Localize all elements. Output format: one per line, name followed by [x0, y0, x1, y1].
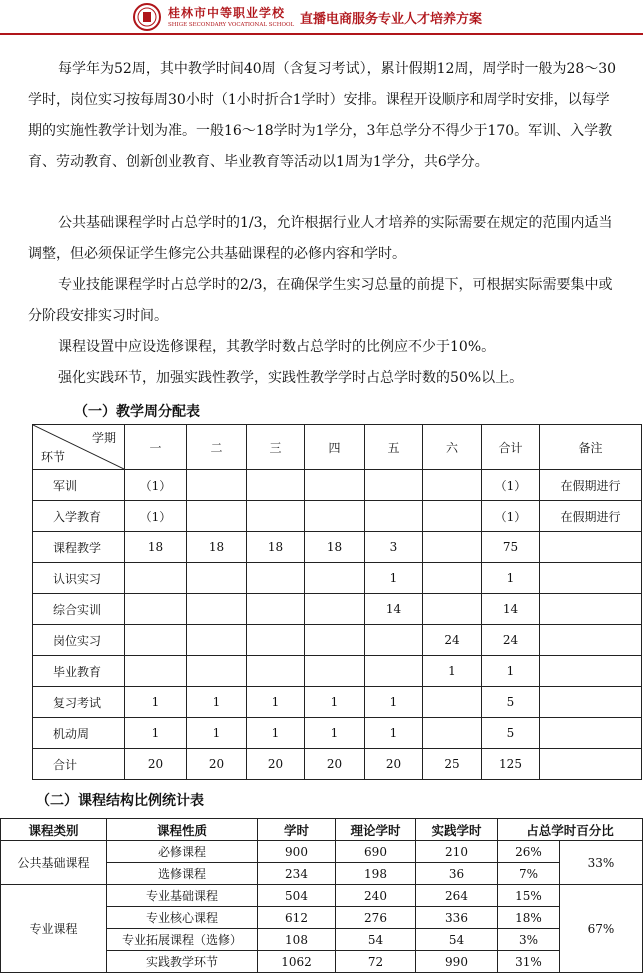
table-cell: （1）	[125, 470, 187, 501]
table-row	[1, 841, 643, 863]
table-cell: 18	[247, 532, 305, 563]
table-cell	[423, 470, 482, 501]
school-name	[168, 4, 294, 28]
pct-cell: 3%	[498, 929, 560, 951]
table-cell: （1）	[125, 501, 187, 532]
table-cell	[423, 687, 482, 718]
row-label: 岗位实习	[33, 625, 125, 656]
table-cell: 1	[247, 718, 305, 749]
table-cell	[247, 501, 305, 532]
header-cell: 四	[305, 425, 365, 470]
practice-cell: 210	[416, 841, 498, 863]
table-cell: 20	[125, 749, 187, 780]
week-allocation-table	[32, 424, 642, 780]
section-title-2: （二）课程结构比例统计表	[36, 793, 204, 809]
header-cell: 六	[423, 425, 482, 470]
table-row	[33, 532, 642, 563]
table-cell: 14	[365, 594, 423, 625]
group-percent-cell: 67%	[560, 885, 643, 973]
table-cell	[305, 656, 365, 687]
table-cell: 20	[305, 749, 365, 780]
pct-cell: 31%	[498, 951, 560, 973]
table-header-row	[1, 819, 643, 841]
table-row	[33, 594, 642, 625]
table-cell	[540, 718, 642, 749]
table-cell	[247, 470, 305, 501]
table-row	[1, 885, 643, 907]
table-cell: 20	[365, 749, 423, 780]
table-cell: （1）	[482, 470, 540, 501]
hours-cell: 900	[258, 841, 336, 863]
pct-cell: 15%	[498, 885, 560, 907]
table-cell: 5	[482, 687, 540, 718]
table-cell	[540, 749, 642, 780]
table-cell	[305, 563, 365, 594]
table-cell	[187, 594, 247, 625]
structure-table-body	[1, 841, 643, 973]
row-label: 机动周	[33, 718, 125, 749]
table-row	[33, 687, 642, 718]
paragraph-3: 专业技能课程学时占总学时的2/3，在确保学生实习总量的前提下，可根据实际需要集中或分阶段安排实习时间。	[28, 277, 613, 324]
table-cell	[423, 563, 482, 594]
paragraph-1: 每学年为52周，其中教学时间40周（含复习考试），累计假期12周，周学时一般为28～30学时，岗位实习按每周30小时（1小时折合1学时）安排。课程开设顺序和周学时安排，以每学期的实施性教学计划为准。一般16～18学时为1学分，3年总学分不得少于170。军训、入学教育、劳动教育、创新创业教育、毕业教育等活动以1周为1学分，共6学分。	[28, 61, 617, 170]
table-cell	[365, 656, 423, 687]
table-cell	[247, 656, 305, 687]
table-cell	[247, 563, 305, 594]
theory-cell: 276	[336, 907, 416, 929]
header-cell: 课程类别	[1, 819, 107, 841]
school-logo-icon	[133, 3, 161, 31]
pct-cell: 18%	[498, 907, 560, 929]
table-row	[33, 563, 642, 594]
header-cell: 三	[247, 425, 305, 470]
table-cell: 18	[187, 532, 247, 563]
table-row	[33, 470, 642, 501]
group-percent-cell: 33%	[560, 841, 643, 885]
nature-cell: 专业基础课程	[107, 885, 258, 907]
table-cell: 1	[247, 687, 305, 718]
header-cell: 五	[365, 425, 423, 470]
table-cell: 3	[365, 532, 423, 563]
table-header-row	[33, 425, 642, 470]
table-cell: 1	[423, 656, 482, 687]
table-cell: 1	[305, 687, 365, 718]
header-cell: 学时	[258, 819, 336, 841]
theory-cell: 54	[336, 929, 416, 951]
corner-bottom-label: 环节	[41, 450, 66, 464]
row-label: 合计	[33, 749, 125, 780]
table-cell: 18	[125, 532, 187, 563]
nature-cell: 必修课程	[107, 841, 258, 863]
table-cell	[365, 625, 423, 656]
theory-cell: 72	[336, 951, 416, 973]
nature-cell: 专业拓展课程（选修）	[107, 929, 258, 951]
table-cell	[187, 501, 247, 532]
week-table-body	[33, 470, 642, 780]
table-cell	[423, 501, 482, 532]
table-cell	[305, 594, 365, 625]
hours-cell: 108	[258, 929, 336, 951]
table-cell	[365, 501, 423, 532]
table-cell	[540, 532, 642, 563]
table-cell	[305, 625, 365, 656]
table-cell: 在假期进行	[540, 470, 642, 501]
school-name-en: SHIGE SECONDARY VOCATIONAL SCHOOL	[168, 22, 295, 28]
table-row	[33, 501, 642, 532]
hours-cell: 1062	[258, 951, 336, 973]
program-title: 直播电商服务专业人才培养方案	[300, 12, 483, 27]
corner-cell	[33, 425, 125, 470]
header-cell: 占总学时百分比	[498, 819, 643, 841]
section-title-1: （一）教学周分配表	[74, 404, 200, 420]
category-cell: 公共基础课程	[1, 841, 107, 885]
table-cell	[187, 470, 247, 501]
table-cell: 1	[365, 718, 423, 749]
table-cell: 24	[423, 625, 482, 656]
header-divider	[0, 33, 643, 35]
table-cell	[125, 656, 187, 687]
practice-cell: 54	[416, 929, 498, 951]
paragraph-5: 强化实践环节，加强实践性教学，实践性教学学时占总学时数的50%以上。	[58, 370, 524, 386]
table-cell	[247, 594, 305, 625]
header-cell: 理论学时	[336, 819, 416, 841]
table-cell	[540, 656, 642, 687]
table-cell: 1	[365, 687, 423, 718]
table-cell: 5	[482, 718, 540, 749]
table-cell: 125	[482, 749, 540, 780]
table-cell: 18	[305, 532, 365, 563]
course-structure-table	[0, 818, 643, 973]
table-cell: 20	[247, 749, 305, 780]
table-row	[33, 625, 642, 656]
row-label: 军训	[33, 470, 125, 501]
table-cell: 1	[365, 563, 423, 594]
table-cell: 24	[482, 625, 540, 656]
row-label: 认识实习	[33, 563, 125, 594]
table-cell	[247, 625, 305, 656]
table-cell	[365, 470, 423, 501]
header-cell: 备注	[540, 425, 642, 470]
header-cell: 一	[125, 425, 187, 470]
category-cell: 专业课程	[1, 885, 107, 973]
table-cell: 1	[125, 687, 187, 718]
practice-cell: 264	[416, 885, 498, 907]
table-cell	[125, 625, 187, 656]
table-cell	[305, 501, 365, 532]
table-cell	[305, 470, 365, 501]
hours-cell: 504	[258, 885, 336, 907]
header-cell: 课程性质	[107, 819, 258, 841]
table-cell	[540, 625, 642, 656]
practice-cell: 990	[416, 951, 498, 973]
school-name-cn: 桂林市中等职业学校	[168, 6, 286, 20]
table-cell	[187, 625, 247, 656]
nature-cell: 选修课程	[107, 863, 258, 885]
corner-top-label: 学期	[91, 431, 116, 445]
table-cell: 1	[187, 687, 247, 718]
page-header	[0, 0, 643, 36]
table-cell	[423, 718, 482, 749]
nature-cell: 专业核心课程	[107, 907, 258, 929]
table-cell: 1	[187, 718, 247, 749]
header-cell: 实践学时	[416, 819, 498, 841]
theory-cell: 240	[336, 885, 416, 907]
paragraph-2: 公共基础课程学时占总学时的1/3，允许根据行业人才培养的实际需要在规定的范围内适当调整，但必须保证学生修完公共基础课程的必修内容和学时。	[28, 215, 613, 262]
practice-cell: 36	[416, 863, 498, 885]
row-label: 复习考试	[33, 687, 125, 718]
table-cell: 1	[305, 718, 365, 749]
table-row	[33, 749, 642, 780]
table-cell: 75	[482, 532, 540, 563]
table-cell: 14	[482, 594, 540, 625]
table-cell	[540, 594, 642, 625]
row-label: 综合实训	[33, 594, 125, 625]
table-cell	[125, 563, 187, 594]
table-cell	[540, 563, 642, 594]
table-cell	[423, 594, 482, 625]
theory-cell: 690	[336, 841, 416, 863]
table-cell	[125, 594, 187, 625]
table-row	[33, 656, 642, 687]
table-cell: 1	[482, 563, 540, 594]
row-label: 入学教育	[33, 501, 125, 532]
table-row	[33, 718, 642, 749]
table-cell: 25	[423, 749, 482, 780]
table-cell	[423, 532, 482, 563]
table-cell: 1	[482, 656, 540, 687]
row-label: 毕业教育	[33, 656, 125, 687]
table-cell: 在假期进行	[540, 501, 642, 532]
paragraph-4: 课程设置中应设选修课程，其教学时数占总学时的比例应不少于10%。	[58, 339, 496, 355]
nature-cell: 实践教学环节	[107, 951, 258, 973]
table-cell: 1	[125, 718, 187, 749]
table-cell	[187, 563, 247, 594]
hours-cell: 234	[258, 863, 336, 885]
table-cell	[540, 687, 642, 718]
table-cell: 20	[187, 749, 247, 780]
header-cell: 合计	[482, 425, 540, 470]
table-cell	[187, 656, 247, 687]
table-cell: （1）	[482, 501, 540, 532]
header-cell: 二	[187, 425, 247, 470]
row-label: 课程教学	[33, 532, 125, 563]
theory-cell: 198	[336, 863, 416, 885]
pct-cell: 7%	[498, 863, 560, 885]
hours-cell: 612	[258, 907, 336, 929]
pct-cell: 26%	[498, 841, 560, 863]
practice-cell: 336	[416, 907, 498, 929]
